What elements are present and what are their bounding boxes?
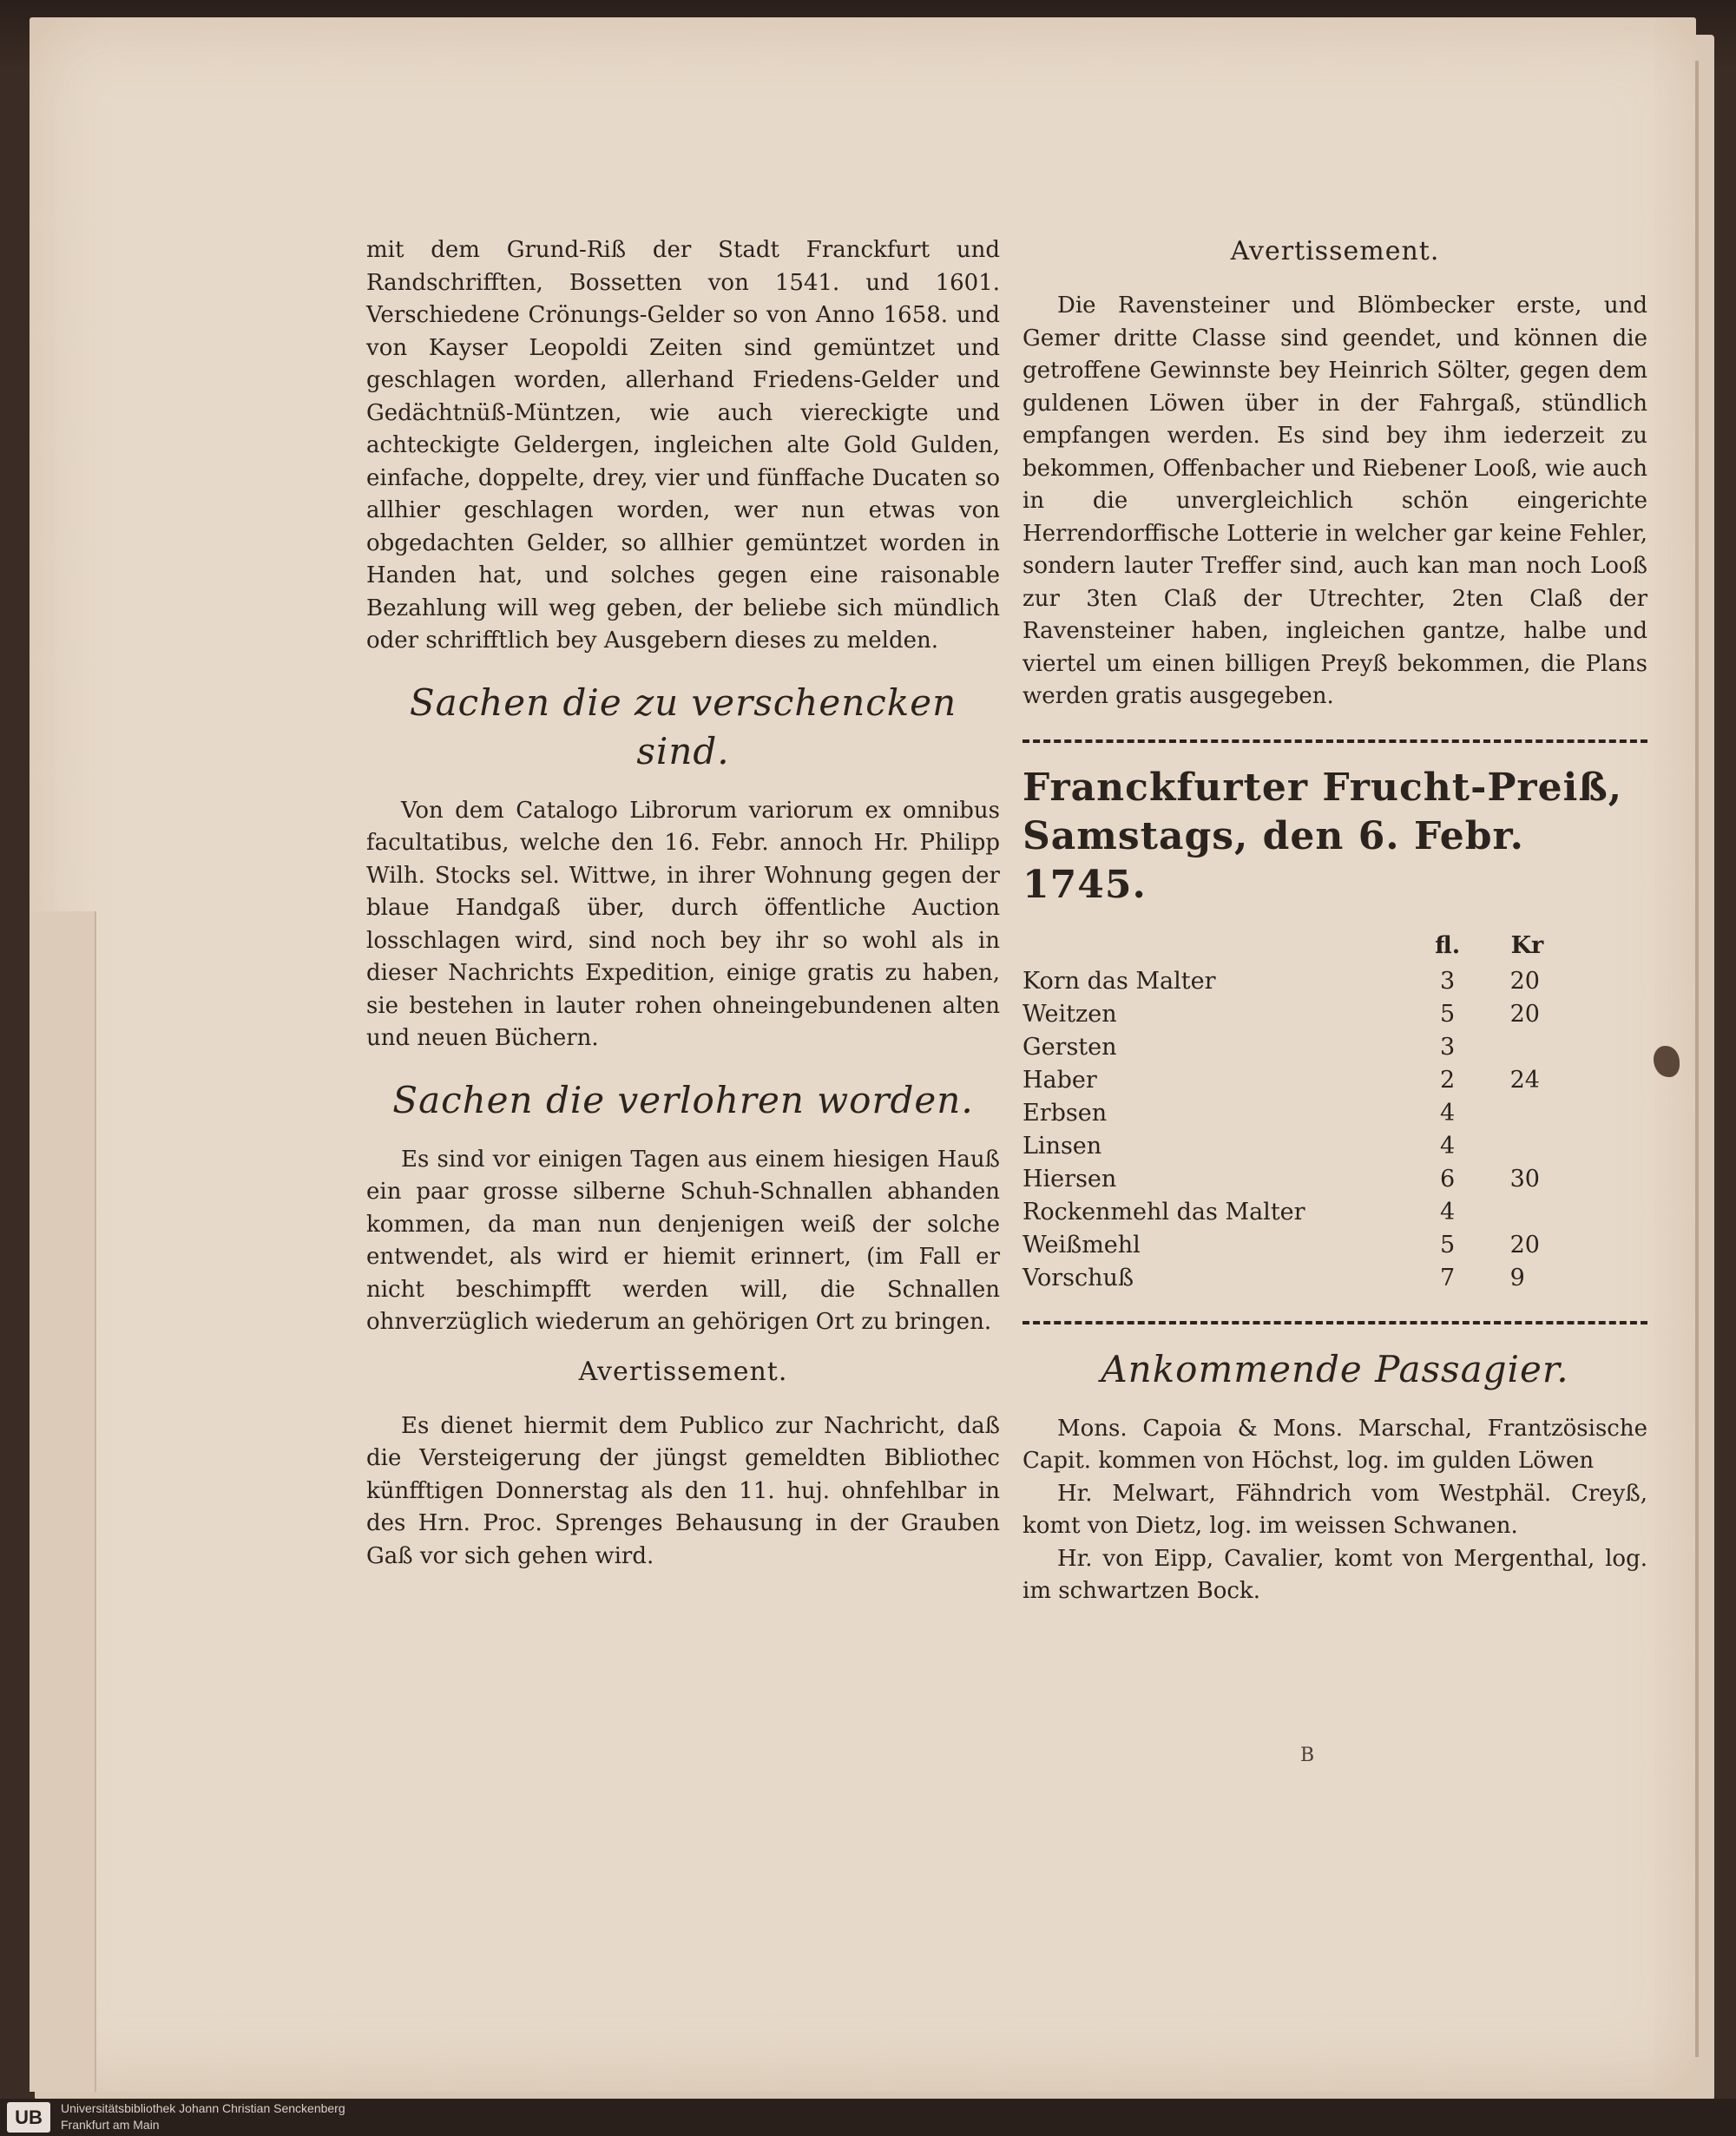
row-fl: 4: [1440, 1133, 1456, 1160]
row-fl: 3: [1440, 1034, 1456, 1061]
row-kr: 20: [1509, 1232, 1540, 1259]
table-row: [1023, 1064, 1647, 1097]
row-item: Korn das Malter: [1023, 968, 1216, 995]
row-item: Vorschuß: [1023, 1265, 1134, 1291]
passenger-entry: Hr. von Eipp, Cavalier, komt von Mergenthal, log. im schwartzen Bock.: [1023, 1545, 1647, 1604]
heading-gifts: Sachen die zu verschencken sind.: [409, 680, 957, 772]
row-item: Weißmehl: [1023, 1232, 1141, 1259]
column-header-fl: fl.: [1435, 931, 1461, 959]
footer-line-2: Frankfurt am Main: [61, 2118, 160, 2132]
row-fl: 5: [1440, 1001, 1456, 1028]
table-row: [1023, 1163, 1647, 1196]
table-row: [1023, 1196, 1647, 1229]
row-fl: 4: [1440, 1199, 1456, 1226]
row-kr: [1510, 1196, 1647, 1229]
heading-passengers: Ankommende Passagier.: [1101, 1347, 1569, 1390]
page-fold: [1695, 61, 1699, 2057]
heading-grain-prices: Franckfurter Frucht-Preiß, Samstags, den 6. Febr. 1745.: [1023, 765, 1623, 907]
row-fl: 6: [1440, 1166, 1456, 1193]
table-row: [1023, 965, 1647, 998]
table-row: [1023, 1097, 1647, 1130]
row-fl: 7: [1440, 1265, 1456, 1291]
row-fl: 2: [1440, 1067, 1456, 1094]
column-header-item: [1023, 927, 1385, 965]
row-item: Hiersen: [1023, 1166, 1117, 1193]
footer-line-1: Universitätsbibliothek Johann Christian Senckenberg: [61, 2101, 345, 2115]
row-fl: 4: [1440, 1100, 1456, 1127]
table-row: [1023, 1031, 1647, 1064]
table-row: [1023, 1130, 1647, 1163]
passenger-entry: Hr. Melwart, Fähndrich vom Westphäl. Creyß, komt von Dietz, log. im weissen Schwanen.: [1023, 1480, 1647, 1539]
row-item: Weitzen: [1023, 1001, 1117, 1028]
row-kr: [1510, 1130, 1647, 1163]
row-kr: 30: [1509, 1166, 1540, 1193]
ub-logo: UB: [7, 2102, 50, 2133]
library-footer: [0, 2099, 1736, 2136]
right-column: [1023, 234, 1647, 1608]
footer-text: [61, 2100, 345, 2133]
left-column: [366, 234, 1000, 1573]
auction-notice-paragraph: Es dienet hiermit dem Publico zur Nachricht, daß die Versteigerung der jüngst gemeldten Bibliothec künfftigen Donnerstag als den 11. huj. ohnfehlbar in des Hrn. Proc. Sprenges Behausung in der Grauben Gaß vor sich gehen wird.: [366, 1412, 1000, 1569]
table-row: [1023, 1262, 1647, 1295]
row-kr: 20: [1509, 1001, 1540, 1028]
divider: [1023, 1321, 1647, 1324]
passenger-entry: Mons. Capoia & Mons. Marschal, Frantzösische Capit. kommen von Höchst, log. im gulden Löwen: [1023, 1415, 1647, 1474]
heading-avertissement-right: Avertissement.: [1230, 236, 1440, 266]
row-fl: 5: [1440, 1232, 1456, 1259]
row-item: Linsen: [1023, 1133, 1102, 1160]
lottery-paragraph: Die Ravensteiner und Blömbecker erste, und Gemer dritte Classe sind geendet, und können die getroffene Gewinnste bey Heinrich Sölter, gegen dem guldenen Löwen über in der Fahrgaß, stündlich empfangen werden. Es sind bey ihm iederzeit zu bekommen, Offenbacher und Riebener Looß, wie auch in die unvergleichlich schön eingerichte Herrendorffische Lotterie in welcher gar keine Fehler, sondern lauter Treffer sind, auch kan man noch Looß zur 3ten Claß der Utrechter, 2ten Claß der Ravensteiner haben, ingleichen gantze, halbe und viertel um einen billigen Preyß bekommen, die Plans werden gratis ausgegeben.: [1023, 292, 1647, 709]
row-item: Rockenmehl das Malter: [1023, 1199, 1305, 1226]
row-kr: 9: [1509, 1265, 1525, 1291]
row-item: Gersten: [1023, 1034, 1117, 1061]
torn-page-edge: [30, 911, 96, 2092]
heading-lost: Sachen die verlohren worden.: [392, 1078, 974, 1121]
heading-avertissement-left: Avertissement.: [578, 1356, 788, 1387]
table-row: [1023, 1229, 1647, 1262]
grain-price-table: [1023, 927, 1647, 1295]
signature-mark: B: [1300, 1745, 1315, 1766]
row-kr: [1510, 1031, 1647, 1064]
divider: [1023, 739, 1647, 743]
table-row: [1023, 998, 1647, 1031]
row-item: Haber: [1023, 1067, 1097, 1094]
catalogue-paragraph: Von dem Catalogo Librorum variorum ex omnibus facultatibus, welche den 16. Febr. annoch Hr. Philipp Wilh. Stocks sel. Wittwe, in ihrer Wohnung gegen der blaue Handgaß über, durch öffentliche Auction losschlagen wird, sind noch bey ihr so wohl als in dieser Nachrichts Expedition, einige gratis zu haben, sie bestehen in lauter rohen ohneingebundenen alten und neuen Büchern.: [366, 797, 1000, 1051]
row-item: Erbsen: [1023, 1100, 1108, 1127]
row-kr: 20: [1509, 968, 1540, 995]
row-kr: 24: [1509, 1067, 1540, 1094]
row-fl: 3: [1440, 968, 1456, 995]
lost-buckles-paragraph: Es sind vor einigen Tagen aus einem hiesigen Hauß ein paar grosse silberne Schuh-Schnallen abhanden kommen, da man nun denjenigen weiß der solche entwendet, als wird er hiemit erinnert, (im Fall er nicht beschimpfft werden will, die Schnallen ohnverzüglich wiederum an gehörigen Ort zu bringen.: [366, 1146, 1000, 1335]
table-header-row: [1023, 927, 1647, 965]
row-kr: [1510, 1097, 1647, 1130]
continued-paragraph: mit dem Grund-Riß der Stadt Franckfurt und Randschrifften, Bossetten von 1541. und 1601. Verschiedene Crönungs-Gelder so von Anno 1658. und von Kayser Leopoldi Zeiten sind gemüntzet und geschlagen worden, allerhand Friedens-Gelder und Gedächtnüß-Müntzen, wie auch viereckigte und achteckigte Geldergen, ingleichen alte Gold Gulden, einfache, doppelte, drey, vier und fünffache Ducaten so allhier geschlagen worden, wer nun etwas von obgedachten Gelder, so allhier gemüntzet worden in Handen hat, und solches gegen eine raisonable Bezahlung will weg geben, der beliebe sich mündlich oder schrifftlich bey Ausgebern dieses zu melden.: [366, 237, 1000, 654]
column-header-kr: Kr: [1510, 931, 1544, 959]
